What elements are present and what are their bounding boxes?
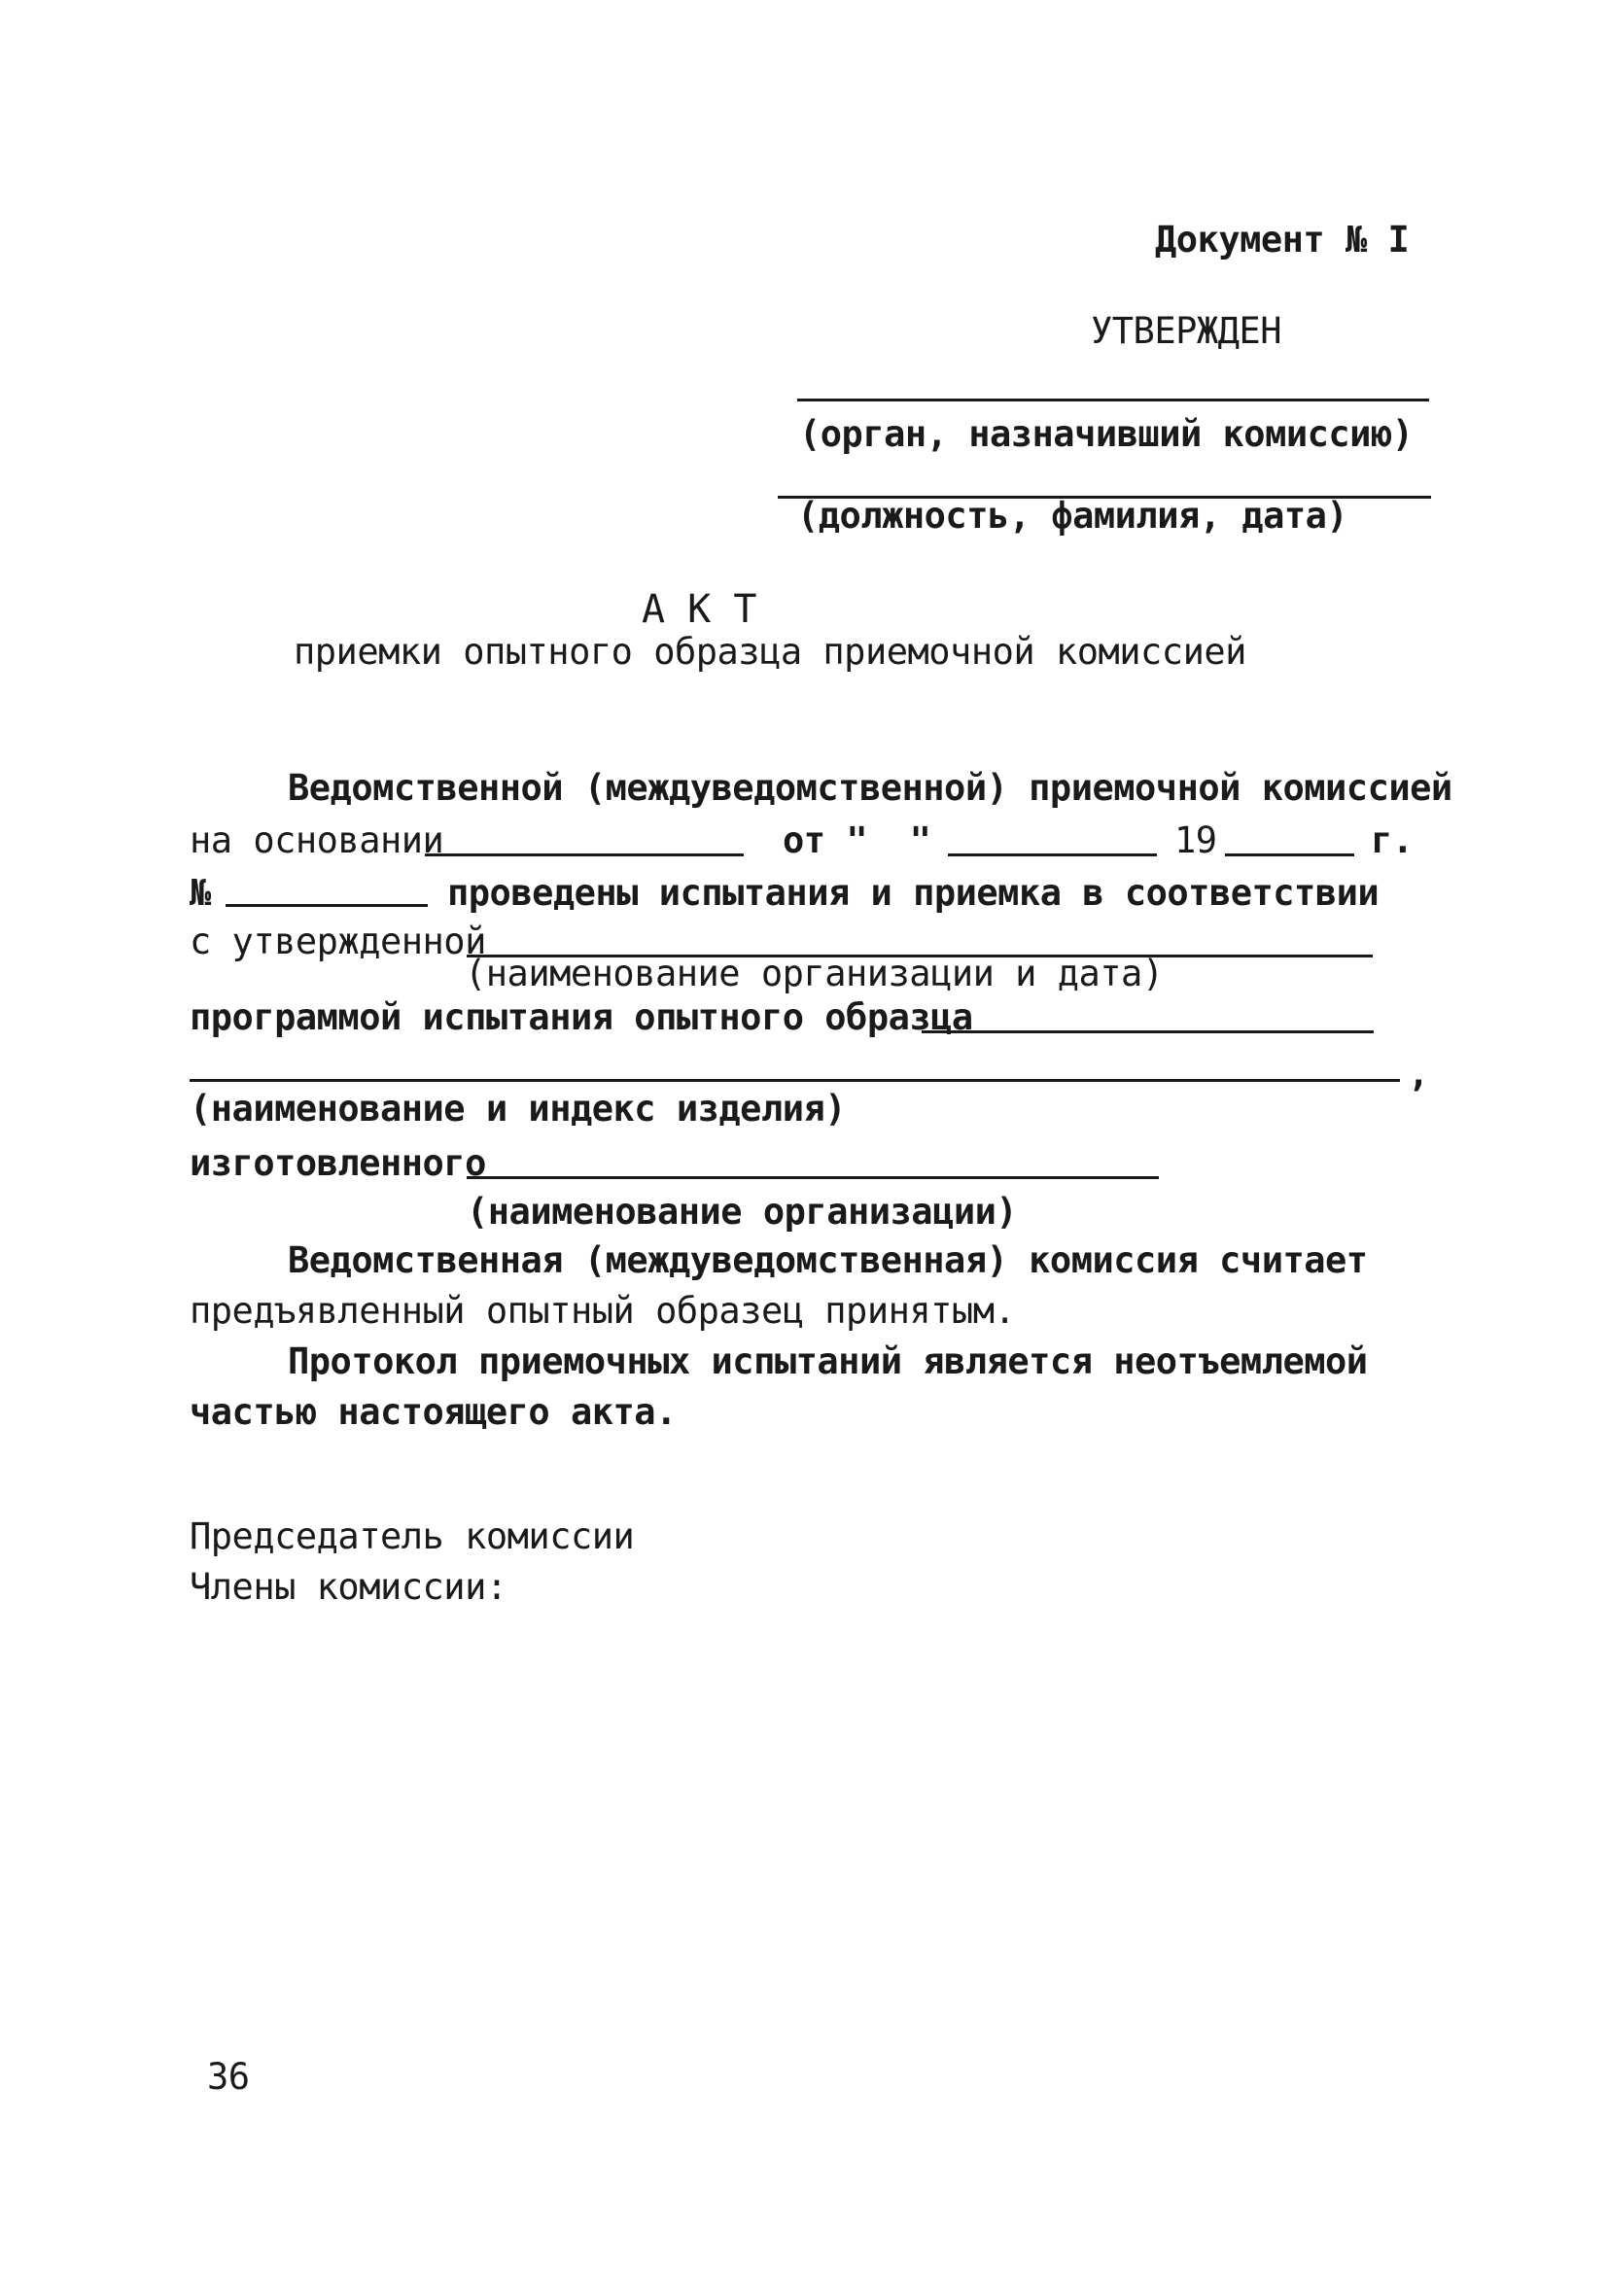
paragraph-2-line-2: частью настоящего акта. bbox=[190, 1391, 677, 1433]
from-label: от " " bbox=[783, 819, 931, 861]
product-blank-line bbox=[190, 1079, 1400, 1082]
organ-caption: (орган, назначивший комиссию) bbox=[799, 413, 1414, 455]
date-blank-line bbox=[948, 853, 1157, 856]
number-blank-line bbox=[226, 904, 428, 907]
product-line-comma: , bbox=[1408, 1053, 1429, 1095]
paragraph-1-line-1: Ведомственная (междуведомственная) комиссия считает bbox=[288, 1239, 1368, 1281]
manufacturer-blank-line bbox=[467, 1176, 1159, 1179]
act-title: А К Т bbox=[642, 587, 756, 632]
members-label: Члены комиссии: bbox=[190, 1566, 507, 1608]
page-number: 36 bbox=[207, 2056, 250, 2098]
act-subtitle: приемки опытного образца приемочной комиссией bbox=[294, 631, 1246, 673]
paragraph-2-line-1: Протокол приемочных испытаний является неотъемлемой bbox=[288, 1340, 1368, 1382]
test-program-label: программой испытания опытного образца bbox=[190, 996, 973, 1038]
manufacturer-caption: (наименование организации) bbox=[467, 1191, 1018, 1233]
manufactured-label: изготовленного bbox=[190, 1142, 486, 1184]
position-caption: (должность, фамилия, дата) bbox=[797, 495, 1348, 537]
approved-label: УТВЕРЖДЕН bbox=[1091, 310, 1281, 352]
approved-by-label: с утвержденной bbox=[190, 921, 486, 962]
organ-blank-line bbox=[797, 399, 1429, 401]
document-number: Документ № I bbox=[1155, 219, 1410, 261]
org-date-caption: (наименование организации и дата) bbox=[465, 953, 1164, 994]
product-caption: (наименование и индекс изделия) bbox=[190, 1088, 847, 1130]
basis-blank-line bbox=[425, 853, 744, 856]
year-suffix: г. bbox=[1371, 819, 1414, 861]
year-blank-line bbox=[1225, 853, 1354, 856]
number-sign: № bbox=[190, 872, 211, 914]
commission-line: Ведомственной (междуведомственной) приемочной комиссией bbox=[288, 767, 1452, 809]
chairman-label: Председатель комиссии bbox=[190, 1515, 635, 1557]
tests-conducted-text: проведены испытания и приемка в соответствии bbox=[447, 872, 1380, 914]
paragraph-1-line-2: предъявленный опытный образец принятым. bbox=[190, 1290, 1016, 1332]
test-program-blank-line bbox=[922, 1030, 1374, 1033]
basis-label: на основании bbox=[190, 819, 444, 861]
year-prefix: 19 bbox=[1174, 819, 1217, 861]
